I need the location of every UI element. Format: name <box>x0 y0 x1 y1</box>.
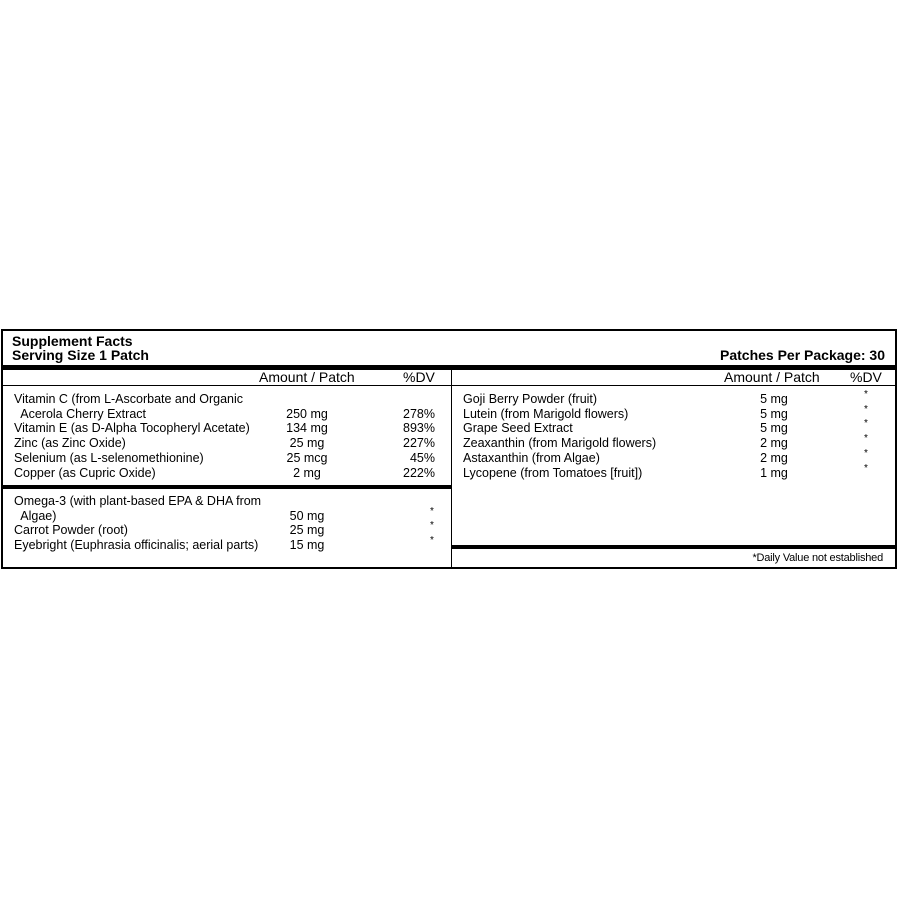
ingredient-name: Zinc (as Zinc Oxide) <box>14 436 126 451</box>
ingredient-dv: * <box>864 403 868 415</box>
ingredient-amount: 134 mg <box>286 421 328 436</box>
ingredient-dv: * <box>864 418 868 430</box>
left-amount-header: Amount / Patch <box>259 369 355 385</box>
ingredient-name: Goji Berry Powder (fruit) <box>463 392 598 406</box>
ingredient-name: Vitamin C (from L-Ascorbate and Organic <box>14 392 244 406</box>
left-group-separator <box>3 485 451 489</box>
serving-size: Serving Size 1 Patch <box>12 347 149 363</box>
ingredient-amount: 25 mg <box>289 523 325 538</box>
patches-per-package: Patches Per Package: 30 <box>720 347 885 363</box>
ingredient-amount: 5 mg <box>760 421 788 436</box>
ingredient-dv: * <box>430 520 434 532</box>
ingredient-amount: 2 mg <box>760 450 788 465</box>
ingredient-dv: * <box>430 505 434 517</box>
ingredient-name: Lycopene (from Tomatoes [fruit]) <box>463 465 643 480</box>
column-divider <box>451 370 452 567</box>
ingredient-name: Selenium (as L-selenomethionine) <box>14 450 204 465</box>
ingredient-dv: 278% <box>403 406 435 421</box>
ingredient-name: Astaxanthin (from Algae) <box>463 450 600 465</box>
ingredient-dv: * <box>864 447 868 459</box>
ingredient-amount: 250 mg <box>286 406 328 421</box>
right-dv-header: %DV <box>850 369 882 385</box>
ingredient-dv: * <box>430 535 434 547</box>
ingredient-name: Copper (as Cupric Oxide) <box>14 465 156 480</box>
ingredient-name: Lutein (from Marigold flowers) <box>463 406 629 421</box>
ingredient-amount: 1 mg <box>760 465 788 480</box>
ingredient-dv: 222% <box>403 465 435 480</box>
ingredient-amount: 5 mg <box>760 392 788 406</box>
right-amount-header: Amount / Patch <box>724 369 820 385</box>
footnote: *Daily Value not established <box>752 552 883 564</box>
ingredient-dv: * <box>864 462 868 474</box>
ingredient-name: Grape Seed Extract <box>463 421 573 436</box>
ingredient-name: Carrot Powder (root) <box>14 523 128 538</box>
ingredient-name: Zeaxanthin (from Marigold flowers) <box>463 436 657 451</box>
right-header-rule <box>452 385 895 386</box>
ingredient-amount: 2 mg <box>293 465 321 480</box>
ingredient-name: Algae) <box>14 508 57 523</box>
supplement-facts-panel <box>1 329 897 569</box>
ingredient-amount: 25 mcg <box>286 450 328 465</box>
panel-title: Supplement Facts <box>12 333 133 349</box>
left-dv-header: %DV <box>403 369 435 385</box>
ingredient-name: Vitamin E (as D-Alpha Tocopheryl Acetate) <box>14 421 250 436</box>
ingredient-dv: * <box>864 433 868 445</box>
ingredient-amount: 2 mg <box>760 436 788 451</box>
ingredient-amount: 25 mg <box>289 436 325 451</box>
ingredient-amount: 50 mg <box>289 508 325 523</box>
right-footer-rule <box>452 545 895 549</box>
ingredient-dv: 227% <box>403 436 435 451</box>
ingredient-dv: * <box>864 389 868 400</box>
ingredient-amount: 15 mg <box>289 538 325 553</box>
left-header-rule <box>3 385 451 386</box>
ingredient-name: Eyebright (Euphrasia officinalis; aerial parts) <box>14 538 259 553</box>
ingredient-name: Acerola Cherry Extract <box>14 406 146 421</box>
ingredient-name: Omega-3 (with plant-based EPA & DHA from <box>14 494 262 508</box>
ingredient-dv: 45% <box>409 450 435 465</box>
ingredient-amount: 5 mg <box>760 406 788 421</box>
ingredient-dv: 893% <box>403 421 435 436</box>
